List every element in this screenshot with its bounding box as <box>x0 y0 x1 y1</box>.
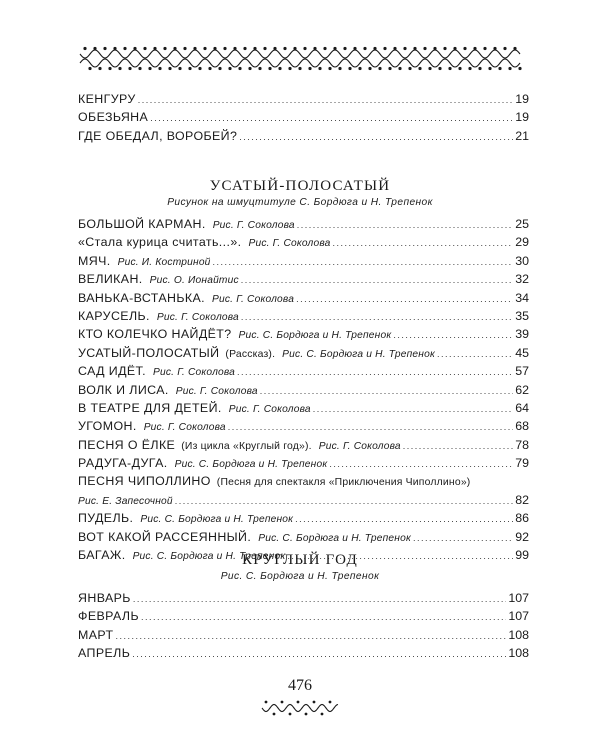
ornament-dot <box>493 47 496 50</box>
ornament-dot <box>443 47 446 50</box>
ornament-dot <box>113 47 116 50</box>
ornament-dot <box>273 47 276 50</box>
toc-entry[interactable] <box>78 325 529 343</box>
entry-title: ФЕВРАЛЬ <box>78 609 139 624</box>
entry-credit: Рис. Г. Соколова <box>212 220 295 231</box>
entry-page: 35 <box>515 308 529 323</box>
toc-entry[interactable] <box>78 607 529 625</box>
ornament-dot <box>148 67 151 70</box>
dot-leader <box>213 253 514 271</box>
dot-leader <box>333 234 514 252</box>
toc-entry[interactable] <box>78 626 529 644</box>
ornament-dot <box>488 67 491 70</box>
ornament-dots <box>265 701 332 716</box>
entry-page: 62 <box>515 382 529 397</box>
entry-credit: Рис. Г. Соколова <box>153 367 236 379</box>
entry-title: ПЕСНЯ ЧИПОЛЛИНО <box>78 474 211 489</box>
entry-title: УСАТЫЙ-ПОЛОСАТЫЙ <box>78 345 220 360</box>
ornament-dot <box>297 701 300 704</box>
entry-title: ЯНВАРЬ <box>78 591 131 605</box>
entry-title: ОБЕЗЬЯНА <box>78 110 149 125</box>
toc-entry[interactable] <box>78 215 529 233</box>
entry-page: 107 <box>508 609 529 624</box>
ornament-dot <box>513 47 516 50</box>
toc-entry[interactable] <box>78 90 529 108</box>
entry-credit: Рис. С. Бордюга и Н. Трепенок <box>282 348 435 360</box>
page-number: 476 <box>288 677 312 694</box>
ornament-dot <box>428 67 431 70</box>
ornament-dot <box>173 47 176 50</box>
dot-leader <box>241 308 513 326</box>
ornament-dot <box>208 67 211 70</box>
ornament-wave <box>262 705 338 712</box>
ornament-dot <box>143 47 146 50</box>
entry-title: РАДУГА-ДУГА. <box>78 456 168 471</box>
ornament-dot <box>218 67 221 70</box>
ornament-dot <box>363 47 366 50</box>
ornament-dot <box>128 67 131 70</box>
toc-entry[interactable] <box>78 417 529 435</box>
toc-entry[interactable] <box>78 436 529 454</box>
entry-page: 82 <box>515 492 529 507</box>
top-ornament-border <box>0 42 600 76</box>
ornament-dot <box>283 47 286 50</box>
dot-leader <box>393 326 513 344</box>
ornament-dot <box>233 47 236 50</box>
ornament-dot <box>303 47 306 50</box>
dot-leader <box>437 345 513 363</box>
dot-leader <box>403 437 513 455</box>
entry-page: 108 <box>508 646 529 661</box>
entry-note: (Рассказ). <box>225 348 276 360</box>
dot-leader <box>413 529 513 547</box>
ornament-dot <box>393 47 396 50</box>
entry-page: 107 <box>508 591 529 605</box>
ornament-dot <box>313 701 316 704</box>
dot-leader <box>150 109 513 127</box>
ornament-dot <box>163 47 166 50</box>
dot-leader <box>296 290 513 308</box>
entry-title: ВОТ КАКОЙ РАССЕЯННЫЙ. <box>78 529 252 544</box>
section-credit: Рисунок на шмуцтитуле С. Бордюга и Н. Трепенок <box>167 197 433 208</box>
ornament-dot <box>433 47 436 50</box>
entry-page: 108 <box>508 627 529 642</box>
ornament-dot <box>368 67 371 70</box>
ornament-dot <box>288 67 291 70</box>
entry-credit: Рис. С. Бордюга и Н. Трепенок <box>140 514 294 526</box>
entry-title: КЕНГУРУ <box>78 92 136 106</box>
toc-entry-continuation[interactable] <box>78 491 529 509</box>
ornament-dot <box>203 47 206 50</box>
ornament-dot <box>448 67 451 70</box>
ornament-dot <box>423 47 426 50</box>
ornament-dot <box>358 67 361 70</box>
ornament-dot <box>153 47 156 50</box>
entry-title: КАРУСЕЛЬ. <box>78 308 150 323</box>
entry-credit: Рис. Г. Соколова <box>228 403 311 415</box>
ornament-dot <box>108 67 111 70</box>
bottom-ornament <box>0 698 600 718</box>
ornament-dot <box>329 701 332 704</box>
ornament-dot <box>313 47 316 50</box>
ornament-dot <box>198 67 201 70</box>
ornament-dot <box>188 67 191 70</box>
ornament-dot <box>138 67 141 70</box>
ornament-dot <box>473 47 476 50</box>
ornament-dot <box>263 47 266 50</box>
dot-leader <box>239 128 513 146</box>
ornament-dot <box>438 67 441 70</box>
dot-leader <box>237 363 513 381</box>
ornament-dot <box>273 713 276 716</box>
entry-page: 45 <box>515 345 529 360</box>
dot-leader <box>260 382 513 400</box>
entry-credit: Рис. Е. Запесочной <box>78 495 173 507</box>
section-credit: Рис. С. Бордюга и Н. Трепенок <box>220 571 380 582</box>
dot-leader <box>228 418 513 436</box>
ornament-dot <box>289 713 292 716</box>
ornament-dot <box>458 67 461 70</box>
toc-entry[interactable] <box>78 381 529 399</box>
entry-title: КТО КОЛЕЧКО НАЙДЁТ? <box>78 327 232 342</box>
dot-leader <box>141 608 506 626</box>
entry-page: 34 <box>515 290 529 305</box>
ornament-dot <box>328 67 331 70</box>
toc-first-block <box>78 90 529 145</box>
ornament-dot <box>453 47 456 50</box>
ornament-dot <box>268 67 271 70</box>
entry-page: 21 <box>515 128 529 143</box>
ornament-dot <box>88 67 91 70</box>
ornament-dot <box>265 701 268 704</box>
ornament-dot <box>348 67 351 70</box>
ornament-dot <box>238 67 241 70</box>
ornament-dot <box>248 67 251 70</box>
toc-entry[interactable] <box>78 127 529 145</box>
entry-page: 64 <box>515 400 529 415</box>
entry-page: 25 <box>515 217 529 231</box>
dot-leader <box>329 455 513 473</box>
entry-note: (Из цикла «Круглый год»). <box>181 440 312 452</box>
entry-title: БАГАЖ. <box>78 548 126 563</box>
toc-entry[interactable] <box>78 589 529 607</box>
entry-credit: Рис. Г. Соколова <box>248 238 331 250</box>
ornament-dot <box>293 47 296 50</box>
ornament-dot <box>468 67 471 70</box>
toc-entry[interactable] <box>78 454 529 472</box>
entry-page: 92 <box>515 529 529 544</box>
ornament-dot <box>118 67 121 70</box>
entry-title: МЯЧ. <box>78 253 111 268</box>
ornament-dot <box>508 67 511 70</box>
entry-title: В ТЕАТРЕ ДЛЯ ДЕТЕЙ. <box>78 400 222 415</box>
entry-page: 29 <box>515 235 529 250</box>
ornament-dot <box>281 701 284 704</box>
ornament-dot <box>403 47 406 50</box>
ornament-dot <box>378 67 381 70</box>
ornament-dot <box>383 47 386 50</box>
entry-title: БОЛЬШОЙ КАРМАН. <box>78 217 206 231</box>
entry-credit: Рис. Г. Соколова <box>212 293 295 305</box>
section-title: УСАТЫЙ-ПОЛОСАТЫЙ <box>209 178 391 194</box>
toc-entry[interactable] <box>78 108 529 126</box>
ornament-dot <box>178 67 181 70</box>
entry-credit: Рис. С. Бордюга и Н. Трепенок <box>238 330 392 342</box>
ornament-dot <box>463 47 466 50</box>
dot-leader <box>297 216 513 234</box>
dot-leader <box>138 91 514 109</box>
entry-page: 78 <box>515 437 529 452</box>
entry-page: 39 <box>515 327 529 342</box>
entry-title: ПУДЕЛЬ. <box>78 511 134 526</box>
dot-leader <box>132 645 506 663</box>
entry-credit: Рис. Г. Соколова <box>143 422 226 434</box>
ornament-dot <box>308 67 311 70</box>
entry-title: АПРЕЛЬ <box>78 646 131 661</box>
entry-page: 86 <box>515 511 529 526</box>
toc-entry[interactable] <box>78 270 529 288</box>
dot-leader <box>295 510 513 528</box>
entry-title: УГОМОН. <box>78 419 137 434</box>
ornament-dot <box>298 67 301 70</box>
ornament-dot <box>243 47 246 50</box>
ornament-dot <box>388 67 391 70</box>
ornament-dot <box>183 47 186 50</box>
ornament-waves <box>80 50 520 67</box>
toc-entry[interactable] <box>78 289 529 307</box>
entry-note: (Песня для спектакля «Приключения Чиполлино») <box>216 477 471 489</box>
toc-entry[interactable] <box>78 509 529 527</box>
entry-credit: Рис. Г. Соколова <box>156 311 239 323</box>
entry-title: ВЕЛИКАН. <box>78 272 143 287</box>
entry-title: МАРТ <box>78 627 114 642</box>
dot-leader <box>115 627 506 645</box>
toc-entry[interactable] <box>78 528 529 546</box>
ornament-dot <box>305 713 308 716</box>
ornament-dot <box>353 47 356 50</box>
entry-credit: Рис. И. Костриной <box>117 256 211 268</box>
ornament-dot <box>93 47 96 50</box>
ornament-dot <box>223 47 226 50</box>
ornament-dot <box>253 47 256 50</box>
ornament-dot <box>133 47 136 50</box>
toc-entry[interactable] <box>78 344 529 362</box>
ornament-dot <box>343 47 346 50</box>
ornament-dot <box>168 67 171 70</box>
ornament-dot <box>498 67 501 70</box>
ornament-dot <box>278 67 281 70</box>
entry-credit: Рис. Г. Соколова <box>318 440 401 452</box>
toc-entry[interactable] <box>78 399 529 417</box>
toc-entry[interactable] <box>78 233 529 251</box>
entry-credit: Рис. Г. Соколова <box>175 385 258 397</box>
section-title: КРУГЛЫЙ ГОД <box>242 552 358 568</box>
ornament-dot <box>483 47 486 50</box>
ornament-dot <box>518 67 521 70</box>
ornament-dot <box>213 47 216 50</box>
entry-title: «Стала курица считать...». <box>78 235 242 250</box>
entry-page: 32 <box>515 272 529 287</box>
entry-page: 19 <box>515 92 529 106</box>
ornament-dot <box>123 47 126 50</box>
ornament-dot <box>398 67 401 70</box>
ornament-dot <box>193 47 196 50</box>
ornament-dot <box>408 67 411 70</box>
ornament-dot <box>333 47 336 50</box>
ornament-dot <box>338 67 341 70</box>
ornament-dot <box>158 67 161 70</box>
entry-credit: Рис. О. Ионайтис <box>149 275 239 287</box>
dot-leader <box>133 590 507 608</box>
ornament-dot <box>83 47 86 50</box>
ornament-dot <box>478 67 481 70</box>
toc-entry[interactable] <box>78 252 529 270</box>
entry-credit: Рис. С. Бордюга и Н. Трепенок <box>174 459 328 471</box>
entry-page: 99 <box>515 548 529 563</box>
ornament-dot <box>321 713 324 716</box>
dot-leader <box>313 400 513 418</box>
entry-page: 57 <box>515 364 529 379</box>
toc-entry[interactable] <box>78 644 529 662</box>
entry-page: 19 <box>515 110 529 125</box>
entry-credit: Рис. С. Бордюга и Н. Трепенок <box>132 551 286 563</box>
entry-credit: Рис. С. Бордюга и Н. Трепенок <box>258 532 411 544</box>
ornament-dot <box>228 67 231 70</box>
ornament-dot <box>323 47 326 50</box>
ornament-dot <box>413 47 416 50</box>
toc-entry[interactable] <box>78 472 529 490</box>
dot-leader <box>241 271 513 289</box>
ornament-dot <box>318 67 321 70</box>
ornament-dot <box>373 47 376 50</box>
toc-section-1 <box>78 215 529 564</box>
ornament-dot <box>503 47 506 50</box>
entry-page: 79 <box>515 456 529 471</box>
dot-leader <box>175 492 513 510</box>
entry-title: ВАНЬКА-ВСТАНЬКА. <box>78 290 206 305</box>
toc-entry[interactable] <box>78 307 529 325</box>
toc-section-2 <box>78 589 529 663</box>
ornament-dot <box>98 67 101 70</box>
entry-title: САД ИДЁТ. <box>78 364 146 379</box>
entry-title: ГДЕ ОБЕДАЛ, ВОРОБЕЙ? <box>78 128 238 143</box>
entry-title: ПЕСНЯ О ЁЛКЕ <box>78 437 176 452</box>
entry-title: ВОЛК И ЛИСА. <box>78 382 169 397</box>
ornament-dot <box>418 67 421 70</box>
toc-entry[interactable] <box>78 362 529 380</box>
entry-page: 68 <box>515 419 529 434</box>
ornament-dot <box>103 47 106 50</box>
entry-page: 30 <box>515 253 529 268</box>
ornament-dot <box>258 67 261 70</box>
